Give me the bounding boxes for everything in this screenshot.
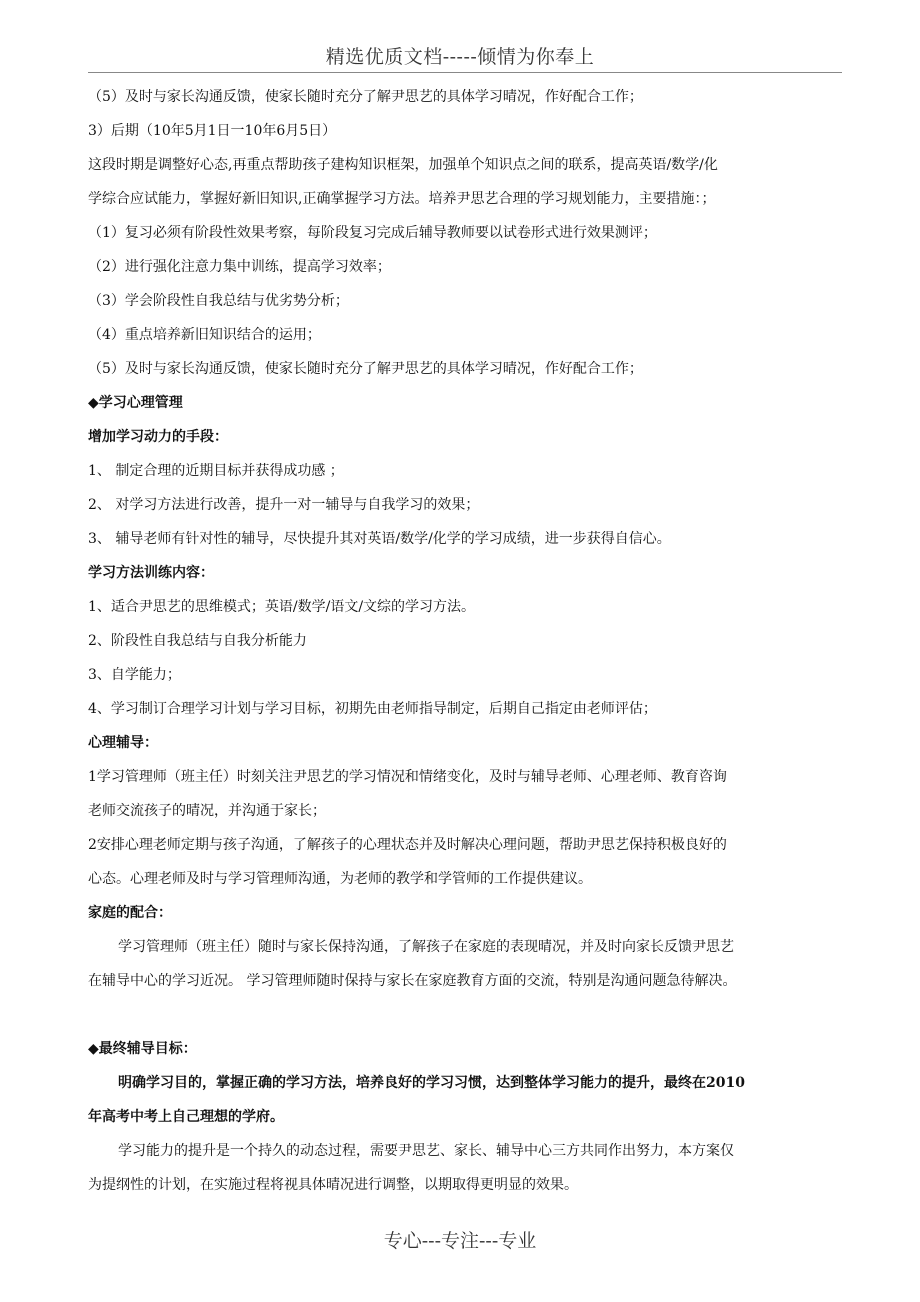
list-item: 2、阶段性自我总结与自我分析能力: [88, 633, 307, 649]
paragraph-line: 3）后期（10年5月1日一10年6月5日）: [88, 123, 337, 139]
list-item: 1、 制定合理的近期目标并获得成功感 ；: [88, 463, 344, 479]
paragraph-line: 学习能力的提升是一个持久的动态过程，需要尹思艺、家长、辅导中心三方共同作出努力，本方案仅: [118, 1143, 734, 1159]
goal-statement: 年高考中考上自己理想的学府。: [88, 1109, 284, 1125]
list-item: 2、 对学习方法进行改善，提升一对一辅导与自我学习的效果；: [88, 497, 480, 513]
paragraph-line: （5）及时与家长沟通反馈，使家长随时充分了解尹思艺的具体学习晴况，作好配合工作；: [88, 361, 643, 377]
goal-statement: 明确学习目的，掌握正确的学习方法，培养良好的学习习惯，达到整体学习能力的提升，最终在2010: [118, 1075, 745, 1091]
paragraph-line: 在辅导中心的学习近况。 学习管理师随时保持与家长在家庭教育方面的交流，特别是沟通问题急待解决。: [88, 973, 737, 989]
paragraph-line: 为提纲性的计划，在实施过程将视具体晴况进行调整，以期取得更明显的效果。: [88, 1177, 578, 1193]
subsection-heading: 学习方法训练内容：: [88, 565, 214, 581]
paragraph-line: （5）及时与家长沟通反馈，使家长随时充分了解尹思艺的具体学习晴况，作好配合工作；: [88, 89, 643, 105]
list-item: 4、学习制订合理学习计划与学习目标，初期先由老师指导制定，后期自己指定由老师评估；: [88, 701, 657, 717]
paragraph-line: 学综合应试能力，掌握好新旧知识,正确掌握学习方法。培养尹思艺合理的学习规划能力，主要措施：；: [88, 191, 716, 207]
paragraph-line: （2）进行强化注意力集中训练，提高学习效率；: [88, 259, 391, 275]
header-divider: [88, 72, 842, 73]
paragraph-line: 1学习管理师（班主任）时刻关注尹思艺的学习情况和情绪变化，及时与辅导老师、心理老师、教育咨询: [88, 769, 727, 785]
section-heading: ◆学习心理管理: [88, 395, 183, 411]
paragraph-line: 老师交流孩子的晴况，并沟通于家长；: [88, 803, 326, 819]
list-item: 1、适合尹思艺的思维模式；英语/数学/语文/文综的学习方法。: [88, 599, 476, 615]
paragraph-line: 2安排心理老师定期与孩子沟通，了解孩子的心理状态并及时解决心理问题，帮助尹思艺保持积极良好的: [88, 837, 727, 853]
document-body: [88, 80, 842, 1202]
list-item: 3、自学能力；: [88, 667, 181, 683]
subsection-heading: 增加学习动力的手段：: [88, 429, 228, 445]
subsection-heading: 家庭的配合：: [88, 905, 172, 921]
paragraph-line: （1）复习必须有阶段性效果考察，每阶段复习完成后辅导教师要以试卷形式进行效果测评；: [88, 225, 657, 241]
page-header: 精选优质文档-----倾情为你奉上: [325, 46, 595, 68]
list-item: 3、 辅导老师有针对性的辅导，尽快提升其对英语/数学/化学的学习成绩，进一步获得自信心。: [88, 531, 671, 547]
paragraph-line: （3）学会阶段性自我总结与优劣势分析；: [88, 293, 349, 309]
subsection-heading: 心理辅导：: [88, 735, 158, 751]
paragraph-line: 心态。心理老师及时与学习管理师沟通，为老师的教学和学管师的工作提供建议。: [88, 871, 592, 887]
blank-line: [88, 998, 842, 1032]
section-heading: ◆最终辅导目标：: [88, 1041, 197, 1057]
paragraph-line: （4）重点培养新旧知识结合的运用；: [88, 327, 321, 343]
paragraph-line: 这段时期是调整好心态,再重点帮助孩子建构知识框架，加强单个知识点之间的联系，提高英语/数学/化: [88, 157, 718, 173]
paragraph-line: 学习管理师（班主任）随时与家长保持沟通，了解孩子在家庭的表现晴况，并及时向家长反馈尹思艺: [118, 939, 734, 955]
page-footer: 专心---专注---专业: [383, 1230, 537, 1252]
